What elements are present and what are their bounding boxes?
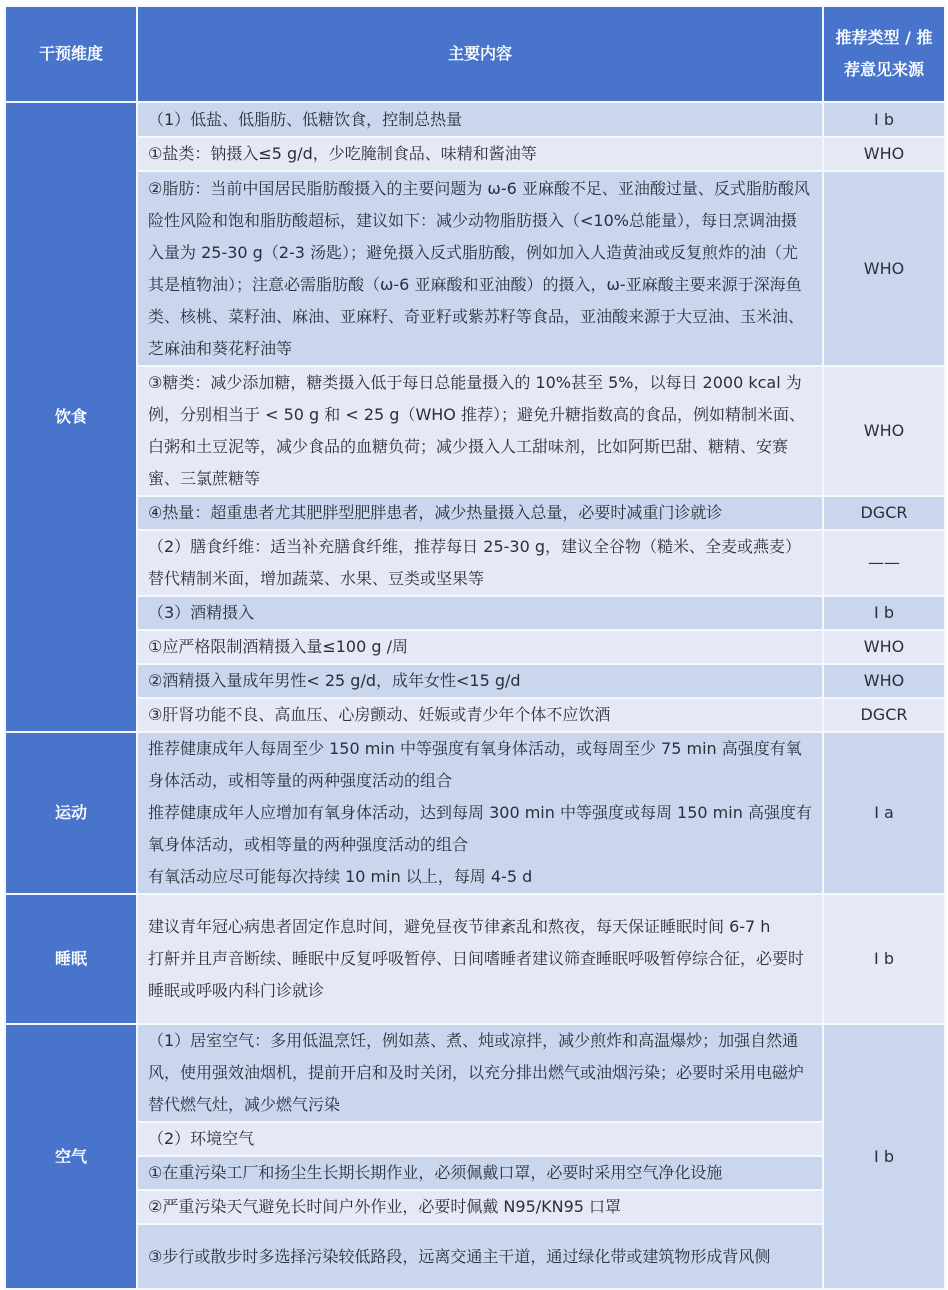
content-cell: （3）酒精摄入: [137, 596, 823, 630]
dimension-diet: 饮食: [5, 102, 137, 732]
table-row: [5, 102, 945, 137]
recommendation-cell: DGCR: [823, 496, 945, 530]
table-row: [5, 1024, 945, 1122]
table-row: [5, 630, 945, 664]
dimension-air: 空气: [5, 1024, 137, 1289]
table-row: [5, 496, 945, 530]
sleep-line: 打鼾并且声音断续、睡眠中反复呼吸暂停、日间嗜睡者建议筛查睡眠呼吸暂停综合征，必要时睡眠或呼吸内科门诊就诊: [148, 949, 805, 1000]
table-row: [5, 171, 945, 366]
table-row: [5, 1156, 945, 1190]
recommendation-cell: Ⅰ b: [823, 1024, 945, 1289]
recommendation-cell: WHO: [823, 630, 945, 664]
table-row: [5, 1224, 945, 1289]
table-row: [5, 137, 945, 171]
table-row: [5, 596, 945, 630]
recommendation-cell: WHO: [823, 366, 945, 496]
content-cell: （1）居室空气：多用低温烹饪，例如蒸、煮、炖或凉拌，减少煎炸和高温爆炒；加强自然通风，使用强效油烟机，提前开启和及时关闭，以充分排出燃气或油烟污染；必要时采用电磁炉替代燃气灶，减少燃气污染: [137, 1024, 823, 1122]
content-cell: ③糖类：减少添加糖，糖类摄入低于每日总能量摄入的 10%甚至 5%，以每日 2000 kcal 为例，分别相当于 < 50 g 和 < 25 g（WHO 推荐）；避免升糖指数高的食品，例如精制米面、白粥和土豆泥等，减少食品的血糖负荷；减少摄入人工甜味剂，比如阿斯巴甜、糖精、安赛蜜、三氯蔗糖等: [137, 366, 823, 496]
recommendation-cell: Ⅰ b: [823, 102, 945, 137]
content-cell: ④热量：超重患者尤其肥胖型肥胖患者，减少热量摄入总量，必要时减重门诊就诊: [137, 496, 823, 530]
content-cell: ①在重污染工厂和扬尘生长期长期作业，必须佩戴口罩，必要时采用空气净化设施: [137, 1156, 823, 1190]
recommendation-cell: WHO: [823, 664, 945, 698]
content-cell: （2）膳食纤维：适当补充膳食纤维，推荐每日 25-30 g，建议全谷物（糙米、全麦或燕麦）替代精制米面，增加蔬菜、水果、豆类或坚果等: [137, 530, 823, 596]
content-cell: ③步行或散步时多选择污染较低路段，远离交通主干道，通过绿化带或建筑物形成背风侧: [137, 1224, 823, 1289]
header-recommendation-type: 推荐类型 / 推荐意见来源: [823, 6, 945, 102]
table-row: [5, 894, 945, 1024]
content-cell: ②酒精摄入量成年男性< 25 g/d，成年女性<15 g/d: [137, 664, 823, 698]
table-row: [5, 664, 945, 698]
recommendation-cell: WHO: [823, 171, 945, 366]
table-row: [5, 530, 945, 596]
content-cell: [137, 732, 823, 894]
content-cell: （1）低盐、低脂肪、低糖饮食，控制总热量: [137, 102, 823, 137]
exercise-line: 推荐健康成年人每周至少 150 min 中等强度有氧身体活动，或每周至少 75 min 高强度有氧身体活动，或相等量的两种强度活动的组合: [148, 739, 802, 790]
content-cell: （2）环境空气: [137, 1122, 823, 1156]
dimension-exercise: 运动: [5, 732, 137, 894]
sleep-line: 建议青年冠心病患者固定作息时间，避免昼夜节律紊乱和熬夜，每天保证睡眠时间 6-7 h: [148, 917, 771, 936]
recommendation-cell: Ⅰ a: [823, 732, 945, 894]
recommendation-cell: WHO: [823, 137, 945, 171]
intervention-table: [4, 5, 946, 1290]
recommendation-cell: ——: [823, 530, 945, 596]
recommendation-cell: Ⅰ b: [823, 894, 945, 1024]
content-cell: ①应严格限制酒精摄入量≤100 g /周: [137, 630, 823, 664]
table-row: [5, 1190, 945, 1224]
header-main-content: 主要内容: [137, 6, 823, 102]
content-cell: ①盐类：钠摄入≤5 g/d，少吃腌制食品、味精和酱油等: [137, 137, 823, 171]
content-cell: ③肝肾功能不良、高血压、心房颤动、妊娠或青少年个体不应饮酒: [137, 698, 823, 732]
table-header-row: [5, 6, 945, 102]
content-cell: ②脂肪：当前中国居民脂肪酸摄入的主要问题为 ω-6 亚麻酸不足、亚油酸过量、反式脂肪酸风险性风险和饱和脂肪酸超标，建议如下：减少动物脂肪摄入（<10%总能量），每日烹调油摄入量为 25-30 g（2-3 汤匙）；避免摄入反式脂肪酸，例如加入人造黄油或反复煎炸的油（尤其是植物油）；注意必需脂肪酸（ω-6 亚麻酸和亚油酸）的摄入，ω-亚麻酸主要来源于深海鱼类、核桃、菜籽油、麻油、亚麻籽、奇亚籽或紫苏籽等食品，亚油酸来源于大豆油、玉米油、芝麻油和葵花籽油等: [137, 171, 823, 366]
table-row: [5, 1122, 945, 1156]
content-cell: ②严重污染天气避免长时间户外作业，必要时佩戴 N95/KN95 口罩: [137, 1190, 823, 1224]
exercise-line: 有氧活动应尽可能每次持续 10 min 以上，每周 4-5 d: [148, 867, 533, 886]
table-row: [5, 698, 945, 732]
recommendation-cell: DGCR: [823, 698, 945, 732]
content-cell: [137, 894, 823, 1024]
table-row: [5, 732, 945, 894]
exercise-line: 推荐健康成年人应增加有氧身体活动，达到每周 300 min 中等强度或每周 150 min 高强度有氧身体活动，或相等量的两种强度活动的组合: [148, 803, 812, 854]
header-dimension: 干预维度: [5, 6, 137, 102]
dimension-sleep: 睡眠: [5, 894, 137, 1024]
table-row: [5, 366, 945, 496]
recommendation-cell: Ⅰ b: [823, 596, 945, 630]
